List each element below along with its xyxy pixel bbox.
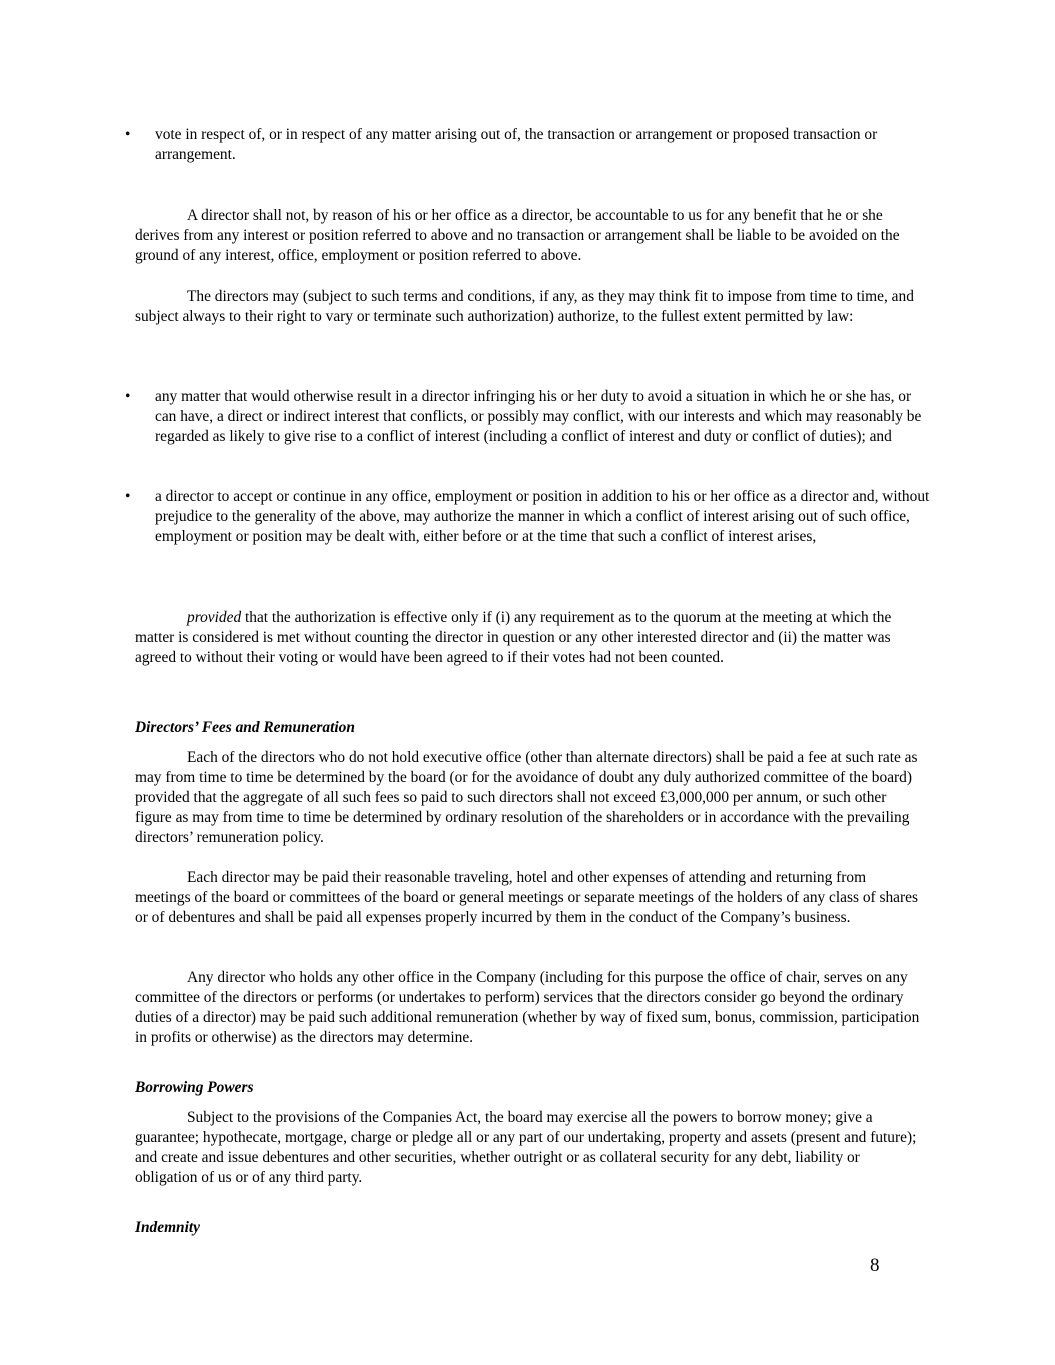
section-heading-fees: Directors’ Fees and Remuneration — [135, 719, 355, 736]
paragraph-accountable: A director shall not, by reason of his or her office as a director, be accountable to us for any benefit that he or she derives from any interest or position referred to above and no transaction or arrangement shall be liable to be avoided on the ground of any interest, office, employment or position referred to above. — [135, 207, 900, 264]
paragraph-expenses: Each director may be paid their reasonable traveling, hotel and other expenses of attending and returning from meetings of the board or committees of the board or general meetings or separate meetings of the holders of any class of shares or of debentures and shall be paid all expenses properly incurred by them in the conduct of the Company’s business. — [135, 869, 918, 926]
provided-text: that the authorization is effective only if (i) any requirement as to the quorum at the meeting at which the matter is considered is met without counting the director in question or any other interested director and (ii) the matter was agreed to without their voting or would have been agreed to if their votes had not been counted. — [135, 609, 892, 666]
bullet-marker: • — [125, 126, 131, 143]
bullet-marker: • — [125, 488, 131, 505]
paragraph-additional-remuneration: Any director who holds any other office in the Company (including for this purpose the office of chair, serves on any committee of the directors or performs (or undertakes to perform) services that the directors consider go beyond the ordinary duties of a director) may be paid such additional remuneration (whether by way of fixed sum, bonus, commission, participation in profits or otherwise) as the directors may determine. — [135, 969, 920, 1046]
paragraph-borrowing: Subject to the provisions of the Companies Act, the board may exercise all the powers to borrow money; give a guarantee; hypothecate, mortgage, charge or pledge all or any part of our undertaking, property and assets (present and future); and create and issue debentures and other securities, whether outright or as collateral security for any debt, liability or obligation of us or of any third party. — [135, 1109, 917, 1186]
page-number: 8 — [870, 1255, 880, 1276]
bullet-item-accept-office: a director to accept or continue in any office, employment or position in addition to his or her office as a director and, without prejudice to the generality of the above, may authorize the manner in which a conflict of interest arising out of such office, employment or position may be dealt with, either before or at the time that such a conflict of interest arises, — [155, 488, 930, 545]
provided-emphasis: provided — [187, 609, 242, 626]
bullet-item-conflict-matter: any matter that would otherwise result in a director infringing his or her duty to avoid a situation in which he or she has, or can have, a direct or indirect interest that conflicts, or possibly may conflict, with our interests and which may reasonably be regarded as likely to give rise to a conflict of interest (including a conflict of interest and duty or conflict of duties); and — [155, 388, 922, 445]
paragraph-provided — [135, 608, 925, 668]
section-heading-borrowing: Borrowing Powers — [135, 1079, 254, 1096]
section-heading-indemnity: Indemnity — [135, 1219, 200, 1236]
bullet-marker: • — [125, 388, 131, 405]
paragraph-fees: Each of the directors who do not hold executive office (other than alternate directors) shall be paid a fee at such rate as may from time to time be determined by the board (or for the avoidance of doubt any duly authorized committee of the board) provided that the aggregate of all such fees so paid to such directors shall not exceed £3,000,000 per annum, or such other figure as may from time to time be determined by ordinary resolution of the shareholders or in accordance with the prevailing directors’ remuneration policy. — [135, 749, 918, 846]
paragraph-authorize: The directors may (subject to such terms and conditions, if any, as they may think fit to impose from time to time, and subject always to their right to vary or terminate such authorization) authorize, to the fullest extent permitted by law: — [135, 288, 914, 325]
bullet-item-vote: vote in respect of, or in respect of any matter arising out of, the transaction or arrangement or proposed transaction or arrangement. — [155, 126, 878, 163]
